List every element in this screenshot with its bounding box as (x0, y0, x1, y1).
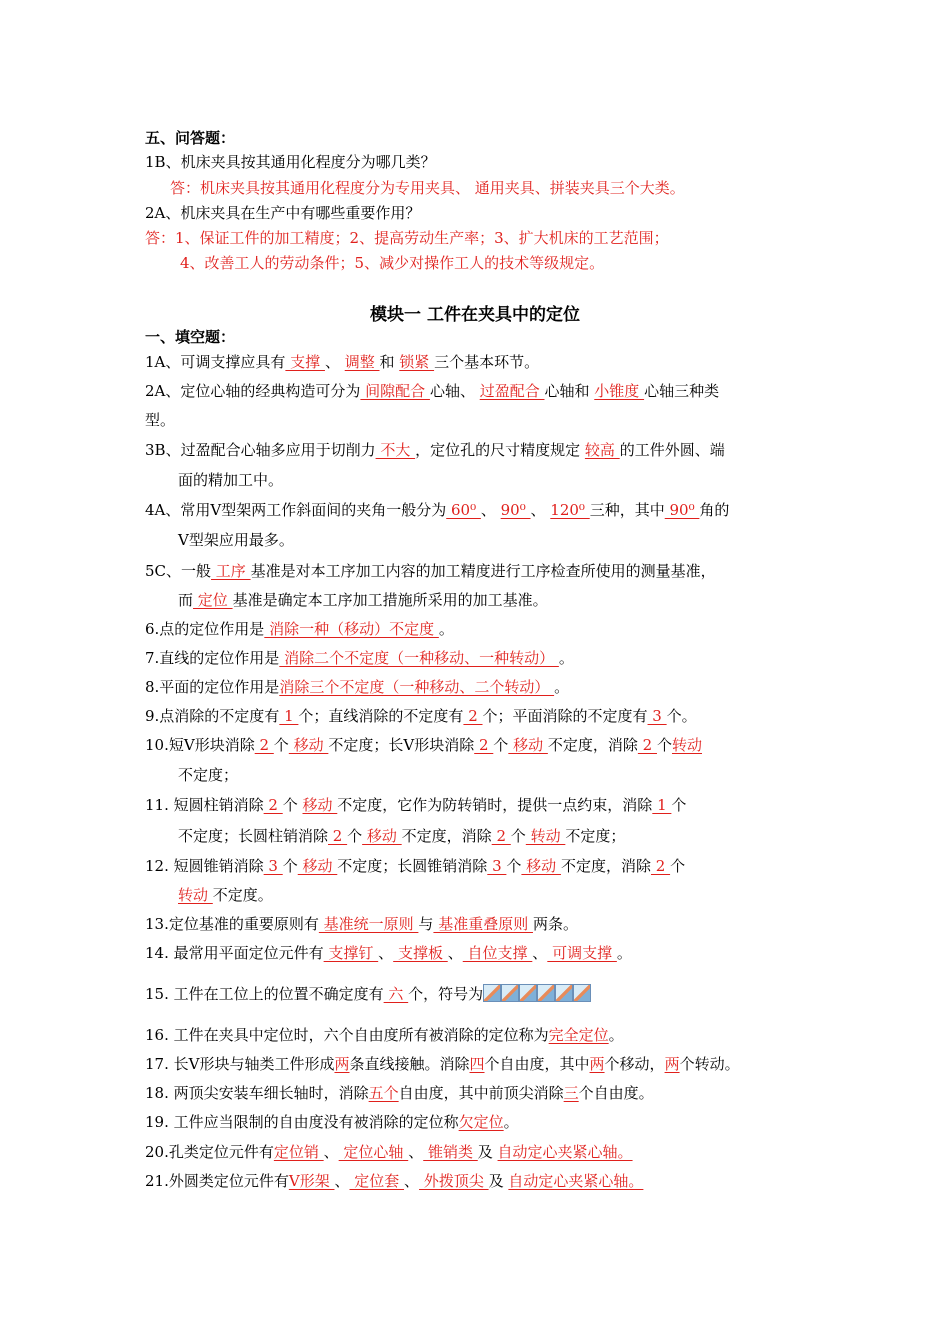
question-text: 三种，其中 (589, 501, 665, 519)
question-1: 1B、机床夹具按其通用化程度分为哪几类？ (145, 153, 436, 171)
answer-blank: 欠定位 (458, 1113, 504, 1131)
answer-blank: 定位套 (349, 1172, 405, 1190)
dof-symbol-icon (555, 984, 573, 1002)
question-text: 。 (616, 944, 632, 962)
answer-blank: 锁紧 (399, 353, 435, 371)
question-text: 10.短V形块消除 (145, 736, 255, 754)
question-text: 7.直线的定位作用是 (145, 649, 280, 667)
answer-1: 答：机床夹具按其通用化程度分为专用夹具、 通用夹具、拼装夹具三个大类。 (170, 179, 685, 197)
item-6 (145, 619, 454, 639)
answer-blank: 转动 (525, 827, 566, 845)
question-text: 14. 最常用平面定位元件有 (145, 944, 324, 962)
question-text: 。 (554, 678, 570, 696)
question-text: 21.外圆类定位元件有 (145, 1172, 289, 1190)
question-text: 16. 工件在夹具中定位时，六个自由度所有被消除的定位称为 (145, 1026, 549, 1044)
question-text: 17. 长V形块与轴类工件形成 (145, 1055, 335, 1073)
question-text: 、 (532, 944, 548, 962)
item-17 (145, 1054, 740, 1074)
question-text: 13.定位基准的重要原则有 (145, 915, 319, 933)
question-text: 不定度；长V形块消除 (328, 736, 475, 754)
item-8 (145, 677, 569, 697)
question-text: 12. 短圆锥销消除 (145, 857, 264, 875)
question-text: 个；平面消除的不定度有 (482, 707, 648, 725)
item-18 (145, 1083, 654, 1103)
question-text: 个 (671, 796, 687, 814)
answer-blank: 移动 (302, 796, 338, 814)
question-text: 18. 两顶尖安装车细长轴时，消除 (145, 1084, 369, 1102)
answer-blank: 间隙配合 (360, 382, 430, 400)
item-1 (145, 352, 539, 372)
item-20 (145, 1142, 633, 1162)
dof-symbol-icon (519, 984, 537, 1002)
item-15 (145, 984, 591, 1004)
question-text: 、 (404, 1172, 420, 1190)
question-text: 不定度；长圆柱销消除 (178, 827, 329, 845)
question-text: 个 (282, 796, 303, 814)
question-text: 个 (670, 857, 686, 875)
question-text: 不定度；长圆锥销消除 (337, 857, 488, 875)
question-text: 个 (347, 827, 363, 845)
answer-blank: 1 (279, 707, 299, 725)
dof-symbol-icon (483, 984, 501, 1002)
dof-symbols (483, 984, 591, 1004)
question-text: 不定度； (565, 827, 626, 845)
answer-blank: 六 (383, 985, 409, 1003)
question-text: 11. 短圆柱销消除 (145, 796, 264, 814)
item-4-line2: V型架应用最多。 (178, 531, 294, 549)
answer-blank: 定位心轴 (338, 1143, 409, 1161)
item-13 (145, 914, 578, 934)
item-12-line2 (178, 885, 273, 905)
item-10-line1 (145, 735, 702, 755)
question-text: 个 (282, 857, 298, 875)
answer-blank: 不大 (375, 441, 416, 459)
question-text: 条直线接触。消除 (349, 1055, 470, 1073)
question-text: 、 (378, 944, 394, 962)
dof-symbol-icon (501, 984, 519, 1002)
answer-blank: 2 (474, 736, 494, 754)
answer-blank: 消除三个不定度（一种移动、二个转动） (279, 678, 555, 696)
answer-blank: 3 (487, 857, 507, 875)
module-title: 模块一 工件在夹具中的定位 (370, 305, 580, 325)
question-text: 不定度，它作为防转销时，提供一点约束，消除 (337, 796, 653, 814)
question-text: 20.孔类定位元件有 (145, 1143, 274, 1161)
answer-blank: 支撑钉 (323, 944, 379, 962)
answer-blank: 2 (637, 736, 657, 754)
answer-blank: 基准重叠原则 (433, 915, 533, 933)
question-text: 1A、可调支撑应具有 (145, 353, 286, 371)
question-text: 及 (477, 1143, 498, 1161)
answer-blank: 90⁰ (500, 501, 531, 519)
item-11-line1 (145, 795, 686, 815)
answer-blank: 小锥度 (594, 382, 645, 400)
answer-blank: 支撑板 (393, 944, 448, 962)
question-text: 不定度。 (212, 886, 273, 904)
answer-2-line2: 4、改善工人的劳动条件；5、减少对操作工人的技术等级规定。 (180, 254, 605, 272)
item-12-line1 (145, 856, 685, 876)
item-9 (145, 706, 697, 726)
item-15-text (145, 985, 483, 1003)
answer-blank: 支撑 (285, 353, 325, 371)
question-text: 。 (558, 649, 574, 667)
answer-blank: 移动 (288, 736, 329, 754)
question-text: 。 (503, 1113, 519, 1131)
question-text: 2A、定位心轴的经典构造可分为 (145, 382, 361, 400)
answer-blank: 较高 (584, 441, 620, 459)
item-4-line1 (145, 500, 729, 520)
section-title-qa: 五、问答题： (145, 129, 236, 147)
question-text: 3B、过盈配合心轴多应用于切削力 (145, 441, 376, 459)
item-7 (145, 648, 574, 668)
answer-blank: V形架 (288, 1172, 335, 1190)
question-text: 8.平面的定位作用是 (145, 678, 280, 696)
answer-blank: 移动 (297, 857, 338, 875)
question-text: 个 (273, 736, 289, 754)
question-text: 、 (408, 1143, 424, 1161)
answer-blank: 调整 (344, 353, 380, 371)
answer-blank: 三 (563, 1084, 579, 1102)
question-text: 15. 工件在工位上的位置不确定度有 (145, 985, 384, 1003)
question-text: 不定度，消除 (560, 857, 651, 875)
dof-symbol-icon (537, 984, 555, 1002)
answer-blank: 2 (254, 736, 274, 754)
answer-blank: 消除一种（移动）不定度 (264, 620, 439, 638)
question-text: ，定位孔的尺寸精度规定 (415, 441, 585, 459)
answer-blank: 定位销 (273, 1143, 324, 1161)
item-3-line1 (145, 440, 725, 460)
question-text: 个自由度。 (578, 1084, 654, 1102)
answer-blank: 移动 (521, 857, 561, 875)
question-text: 而 (178, 591, 194, 609)
question-text: 个 (656, 736, 672, 754)
question-text: 个；直线消除的不定度有 (298, 707, 464, 725)
question-text: 心轴、 (429, 382, 480, 400)
answer-blank: 锥销类 (423, 1143, 478, 1161)
item-16 (145, 1025, 624, 1045)
answer-blank: 外拨顶尖 (419, 1172, 489, 1190)
question-text: 、 (447, 944, 463, 962)
answer-blank: 2 (463, 707, 483, 725)
question-text: 及 (488, 1172, 509, 1190)
question-text: 个 (510, 827, 526, 845)
answer-blank: 自动定心夹紧心轴。 (508, 1172, 644, 1190)
item-3-line2: 面的精加工中。 (178, 471, 284, 489)
question-text: 心轴三种类 (644, 382, 720, 400)
answer-blank: 五个 (368, 1084, 399, 1102)
answer-blank: 90⁰ (664, 501, 700, 519)
question-text: 与 (418, 915, 434, 933)
item-14 (145, 943, 632, 963)
answer-blank: 2 (491, 827, 511, 845)
section-title-fill: 一、填空题： (145, 328, 236, 346)
answer-blank: 自位支撑 (462, 944, 533, 962)
item-19 (145, 1112, 519, 1132)
item-21 (145, 1171, 643, 1191)
answer-blank: 2 (263, 796, 283, 814)
item-2-line1 (145, 381, 719, 401)
dof-symbol-icon (573, 984, 591, 1002)
answer-blank: 可调支撑 (547, 944, 617, 962)
question-text: 9.点消除的不定度有 (145, 707, 280, 725)
answer-blank: 移动 (508, 736, 548, 754)
question-text: 基准是对本工序加工内容的加工精度进行工序检查所使用的测量基准， (250, 562, 716, 580)
question-text: 心轴和 (544, 382, 595, 400)
question-text: 。 (438, 620, 454, 638)
answer-blank: 60⁰ (446, 501, 481, 519)
answer-blank: 1 (652, 796, 672, 814)
answer-blank: 过盈配合 (479, 382, 545, 400)
answer-blank: 转动 (671, 736, 702, 754)
question-text: 6.点的定位作用是 (145, 620, 265, 638)
answer-blank: 消除二个不定度（一种移动、一种转动） (279, 649, 559, 667)
question-text: 个。 (666, 707, 697, 725)
item-10-line2: 不定度； (178, 766, 239, 784)
question-text: 个转动。 (679, 1055, 740, 1073)
answer-blank: 两 (664, 1055, 680, 1073)
question-text: 个自由度，其中 (484, 1055, 590, 1073)
question-text: 、 (334, 1172, 350, 1190)
question-text: 不定度，消除 (547, 736, 638, 754)
item-5-line2 (178, 590, 548, 610)
answer-blank: 转动 (178, 886, 213, 904)
question-text: 、 (530, 501, 551, 519)
answer-blank: 两 (589, 1055, 605, 1073)
question-text: 、 (323, 1143, 339, 1161)
answer-blank: 120⁰ (550, 501, 590, 519)
question-text: 和 (379, 353, 400, 371)
question-text: 5C、一般 (145, 562, 212, 580)
answer-blank: 基准统一原则 (318, 915, 419, 933)
question-text: 三个基本环节。 (434, 353, 540, 371)
answer-blank: 2 (328, 827, 348, 845)
question-text: 、 (480, 501, 501, 519)
answer-blank: 工序 (211, 562, 251, 580)
item-5-line1 (145, 561, 716, 581)
question-text: 个，符号为 (408, 985, 484, 1003)
question-text: 个 (493, 736, 509, 754)
answer-blank: 两 (334, 1055, 350, 1073)
answer-blank: 四 (469, 1055, 485, 1073)
answer-blank: 完全定位 (548, 1026, 609, 1044)
answer-blank: 2 (650, 857, 671, 875)
answer-blank: 3 (647, 707, 667, 725)
answer-blank: 移动 (362, 827, 402, 845)
item-2-line2: 型。 (145, 411, 176, 429)
question-2: 2A、机床夹具在生产中有哪些重要作用？ (145, 204, 421, 222)
question-text: 。 (608, 1026, 624, 1044)
answer-blank: 3 (263, 857, 283, 875)
answer-2-line1: 答：1、保证工件的加工精度；2、提高劳动生产率；3、扩大机床的工艺范围； (145, 229, 669, 247)
question-text: 19. 工件应当限制的自由度没有被消除的定位称 (145, 1113, 459, 1131)
question-text: 自由度，其中前顶尖消除 (398, 1084, 564, 1102)
item-11-line2 (178, 826, 625, 846)
answer-blank: 定位 (193, 591, 233, 609)
question-text: 4A、常用V型架两工作斜面间的夹角一般分为 (145, 501, 447, 519)
question-text: 、 (324, 353, 345, 371)
question-text: 个移动， (604, 1055, 665, 1073)
question-text: 的工件外圆、端 (619, 441, 725, 459)
question-text: 基准是确定本工序加工措施所采用的加工基准。 (232, 591, 548, 609)
question-text: 不定度，消除 (401, 827, 492, 845)
question-text: 两条。 (532, 915, 578, 933)
question-text: 角的 (699, 501, 730, 519)
answer-blank: 自动定心夹紧心轴。 (497, 1143, 633, 1161)
question-text: 个 (506, 857, 522, 875)
